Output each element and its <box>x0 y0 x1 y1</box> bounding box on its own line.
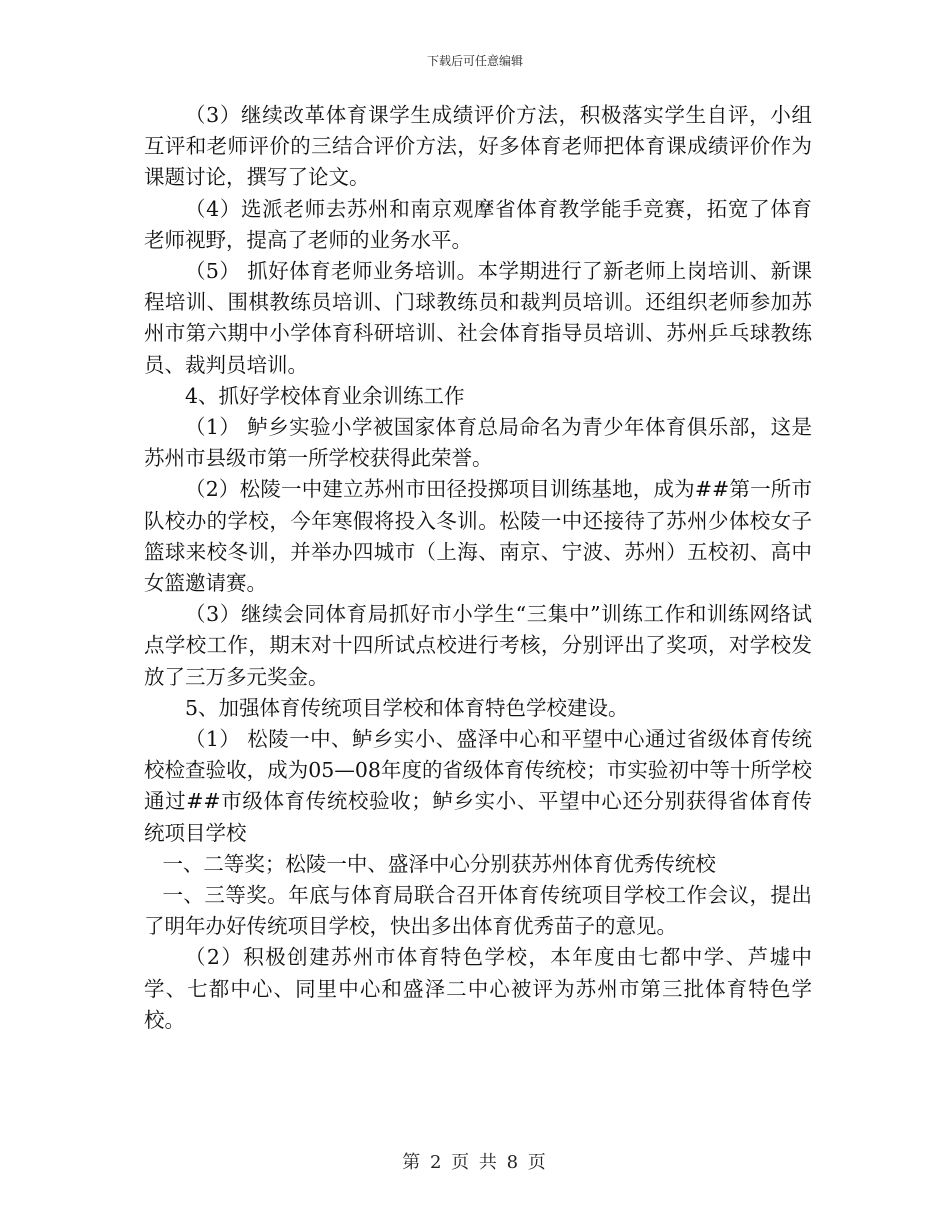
section-heading-4: 4、抓好学校体育业余训练工作 <box>185 383 465 408</box>
paragraph-1-luxiang: （1） 鲈乡实验小学被国家体育总局命名为青少年体育俱乐部，这是苏州市县级市第一所学校获得此荣誉。 <box>144 415 812 471</box>
paragraph-2-songling: （2）松陵一中建立苏州市田径投掷项目训练基地，成为##第一所市队校办的学校，今年寒假将投入冬训。松陵一中还接待了苏州少体校女子篮球来校冬训，并举办四城市（上海、南京、宁波、苏州）五校初、高中女篮邀请赛。 <box>144 477 812 596</box>
paragraph-1-traditional-schools: （1） 松陵一中、鲈乡实小、盛泽中心和平望中心通过省级体育传统校检查验收，成为05—08年度的省级体育传统校；市实验初中等十所学校通过##市级体育传统校验收；鲈乡实小、平望中心还分别获得省体育传统项目学校 <box>144 727 812 845</box>
document-body <box>144 100 812 1036</box>
paragraph-4-observation: （4）选派老师去苏州和南京观摩省体育教学能手竞赛，拓宽了体育老师视野，提高了老师的业务水平。 <box>144 196 812 252</box>
page-footer: 第 2 页 共 8 页 <box>402 1152 548 1173</box>
paragraph-awards-line-2: 一、三等奖。年底与体育局联合召开体育传统项目学校工作会议，提出了明年办好传统项目学校，快出多出体育优秀苗子的意见。 <box>144 883 812 939</box>
paragraph-awards-line-1: 一、二等奖；松陵一中、盛泽中心分别获苏州体育优秀传统校 <box>162 851 716 876</box>
section-heading-5: 5、加强体育传统项目学校和体育特色学校建设。 <box>185 695 629 720</box>
paragraph-3-three-concentrations: （3）继续会同体育局抓好市小学生“三集中”训练工作和训练网络试点学校工作，期末对十四所试点校进行考核，分别评出了奖项，对学校发放了三万多元奖金。 <box>144 602 812 689</box>
paragraph-5-training: （5） 抓好体育老师业务培训。本学期进行了新老师上岗培训、新课程培训、围棋教练员培训、门球教练员和裁判员培训。还组织老师参加苏州市第六期中小学体育科研培训、社会体育指导员培训、苏州乒乓球教练员、裁判员培训。 <box>144 259 812 377</box>
paragraph-2-featured-schools: （2）积极创建苏州市体育特色学校，本年度由七都中学、芦墟中学、七都中心、同里中心和盛泽二中心被评为苏州市第三批体育特色学校。 <box>144 945 812 1032</box>
paragraph-3-evaluation: （3）继续改革体育课学生成绩评价方法，积极落实学生自评，小组互评和老师评价的三结合评价方法，好多体育老师把体育课成绩评价作为课题讨论，撰写了论文。 <box>144 103 812 190</box>
page-header: 下载后可任意编辑 <box>426 54 523 68</box>
